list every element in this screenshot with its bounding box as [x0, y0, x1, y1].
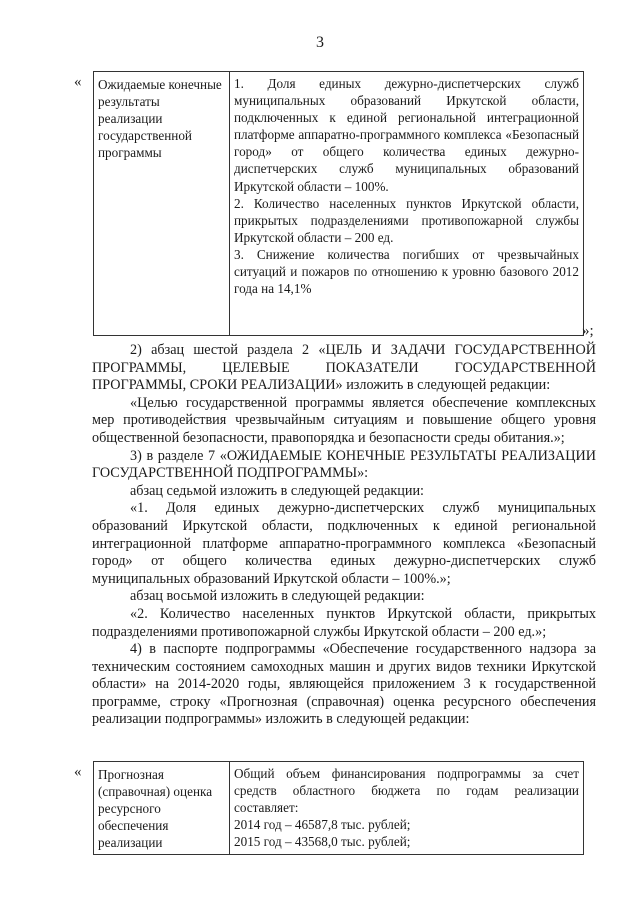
table1-item-3: 3. Снижение количества погибших от чрезвычайных ситуаций и пожаров по отношению к уровню базового 2012 года на 14,1%: [234, 246, 579, 297]
paragraph-goal: «Целью государственной программы является обеспечение комплексных мер противодействия чрезвычайным ситуациям и повышение общего уровня общественной безопасности, правопорядка и безопасности среды обитания.»;: [92, 394, 596, 446]
table2-year-2014: 2014 год – 46587,8 тыс. рублей;: [234, 817, 411, 833]
table1-content: [230, 72, 584, 336]
table2-open-quote: «: [74, 764, 82, 780]
body-text: [92, 342, 596, 729]
table2-label: Прогнозная (справочная) оценка ресурсного обеспечения реализации: [94, 762, 230, 855]
table1-label: Ожидаемые конечные результаты реализации государственной программы: [94, 72, 230, 336]
paragraph-2: 2) абзац шестой раздела 2 «ЦЕЛЬ И ЗАДАЧИ ГОСУДАРСТВЕННОЙ ПРОГРАММЫ, ЦЕЛЕВЫЕ ПОКАЗАТЕЛИ ГОСУДАРСТВЕННОЙ ПРОГРАММЫ, СРОКИ РЕАЛИЗАЦИИ» изложить в следующей редакции:: [92, 342, 596, 394]
table1-close-quote: »;: [582, 323, 594, 339]
paragraph-8th: абзац восьмой изложить в следующей редакции:: [130, 588, 425, 605]
table2-intro: Общий объем финансирования подпрограммы за счет средств областного бюджета по годам реализации составляет:: [234, 766, 579, 816]
table2-year-2015: 2015 год – 43568,0 тыс. рублей;: [234, 834, 411, 850]
results-table: [93, 71, 584, 336]
page-number: 3: [316, 34, 324, 51]
funding-table: [93, 761, 584, 855]
table1-open-quote: «: [74, 74, 82, 90]
table1-item-1: 1. Доля единых дежурно-диспетчерских служб муниципальных образований Иркутской области, подключенных к единой региональной интеграционной платформе аппаратно-программного комплекса «Безопасный город» от общего количества единых дежурно-диспетчерских служб муниципальных образований Иркутской области – 100%.: [234, 76, 579, 194]
paragraph-3: 3) в разделе 7 «ОЖИДАЕМЫЕ КОНЕЧНЫЕ РЕЗУЛЬТАТЫ РЕАЛИЗАЦИИ ГОСУДАРСТВЕННОЙ ПОДПРОГРАММЫ»:: [92, 447, 596, 482]
paragraph-7th: абзац седьмой изложить в следующей редакции:: [130, 482, 425, 499]
table2-content: [230, 762, 584, 855]
table1-item-2: 2. Количество населенных пунктов Иркутской области, прикрытых подразделениями противопожарной службы Иркутской области – 200 ед.: [234, 195, 579, 245]
paragraph-4: 4) в паспорте подпрограммы «Обеспечение государственного надзора за техническим состоянием самоходных машин и других видов техники Иркутской области» на 2014-2020 годы, являющейся приложением 3 к государственной программе, строку «Прогнозная (справочная) оценка ресурсного обеспечения реализации подпрограммы» изложить в следующей редакции:: [92, 641, 596, 728]
paragraph-quote-1: «1. Доля единых дежурно-диспетчерских служб муниципальных образований Иркутской области, подключенных к единой региональной интеграционной платформе аппаратно-программного комплекса «Безопасный город» от общего количества единых дежурно-диспетчерских служб муниципальных образований Иркутской области – 100%.»;: [92, 500, 596, 587]
paragraph-quote-2: «2. Количество населенных пунктов Иркутской области, прикрытых подразделениями противопожарной службы Иркутской области – 200 ед.»;: [92, 605, 596, 640]
